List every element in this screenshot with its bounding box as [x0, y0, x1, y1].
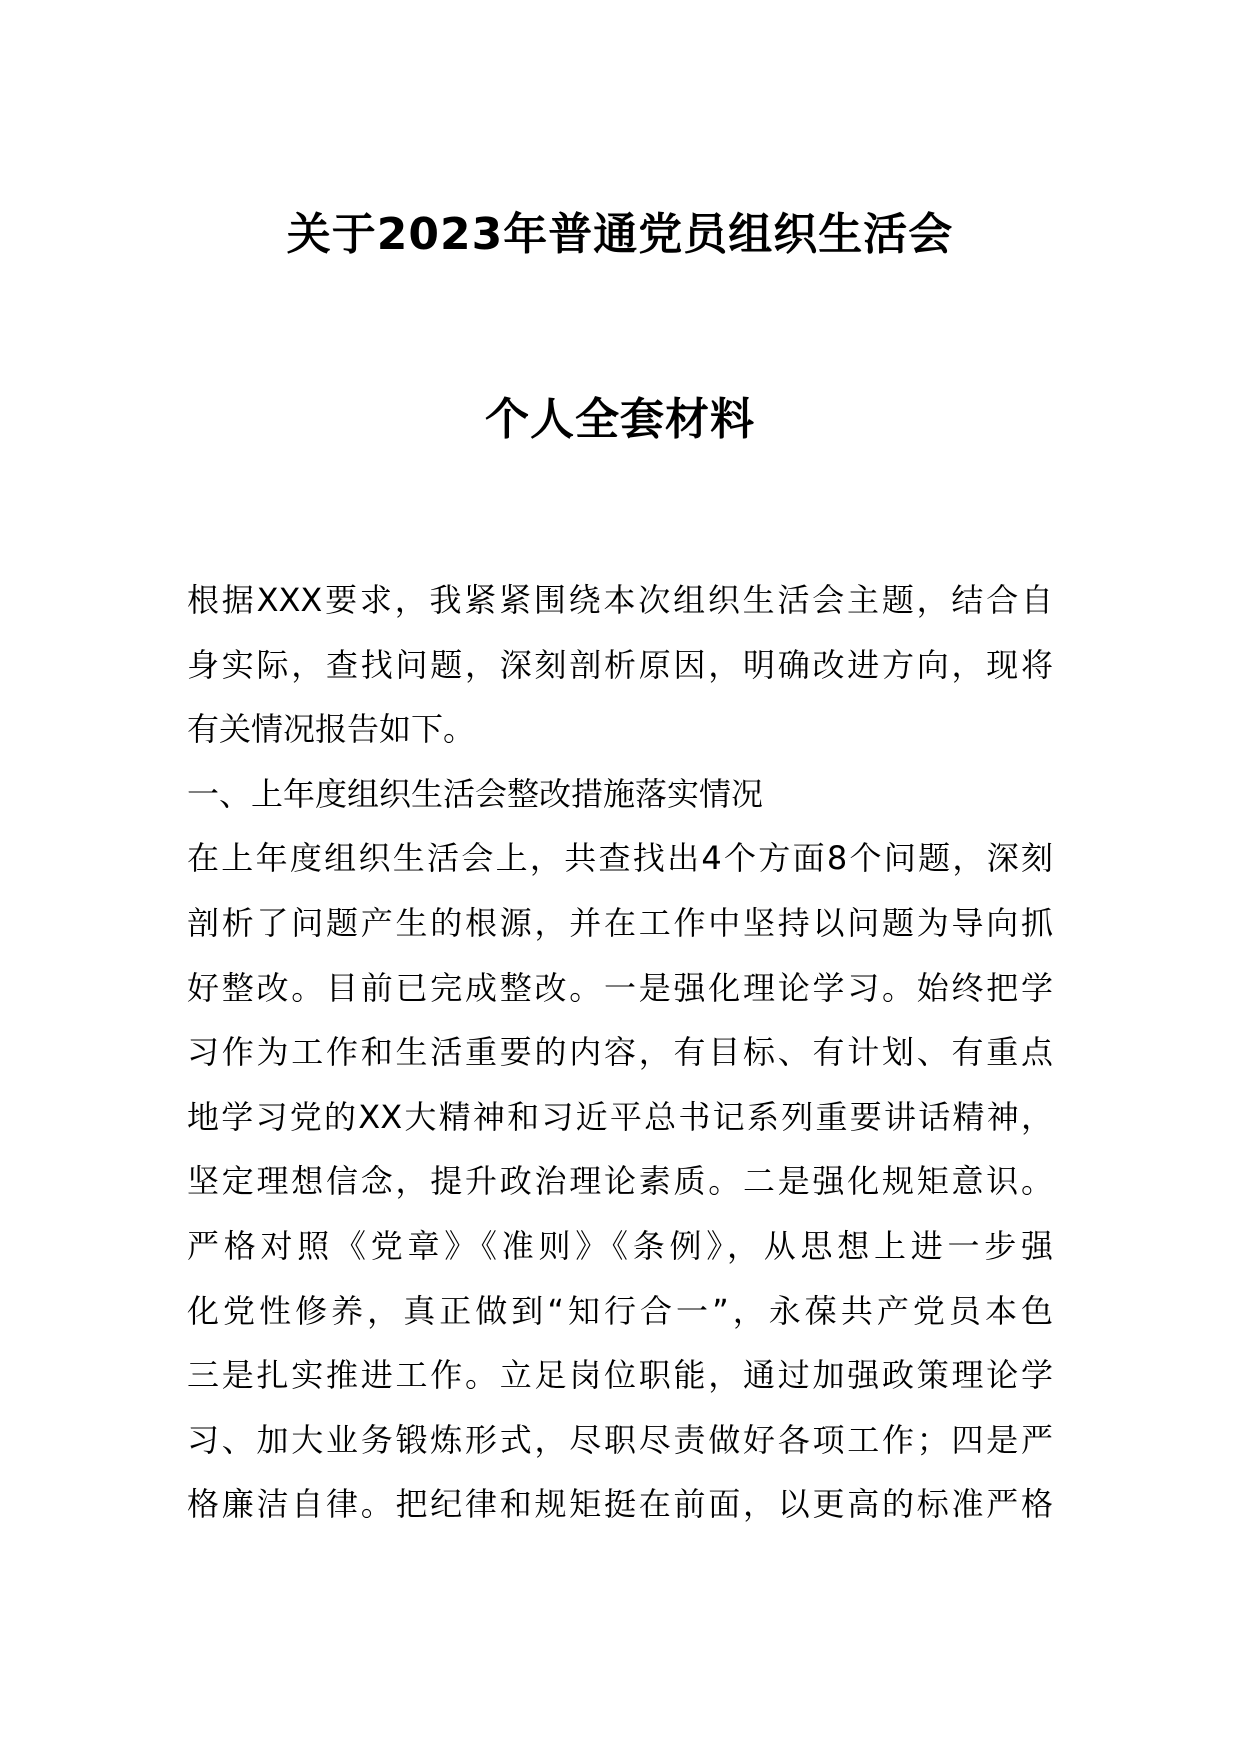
- body-line: 化党性修养，真正做到“知行合一”，永葆共产党员本色: [187, 1291, 1053, 1330]
- body-line: 在上年度组织生活会上，共查找出4个方面8个问题，深刻: [187, 839, 1053, 878]
- document-body: [187, 568, 1053, 1537]
- document-title: 关于2023年普通党员组织生活会: [286, 209, 954, 260]
- body-line: 习、加大业务锻炼形式，尽职尽责做好各项工作；四是严: [187, 1420, 1053, 1459]
- body-line: 习作为工作和生活重要的内容，有目标、有计划、有重点: [187, 1033, 1053, 1072]
- body-line: 好整改。目前已完成整改。一是强化理论学习。始终把学: [187, 968, 1053, 1007]
- body-line: 三是扎实推进工作。立足岗位职能，通过加强政策理论学: [187, 1356, 1053, 1395]
- body-line: 严格对照《党章》《准则》《条例》，从思想上进一步强: [187, 1226, 1053, 1265]
- body-line: 根据XXX要求，我紧紧围绕本次组织生活会主题，结合自: [187, 581, 1053, 619]
- body-line: 剖析了问题产生的根源，并在工作中坚持以问题为导向抓: [187, 903, 1053, 942]
- section-heading: 一、上年度组织生活会整改措施落实情况: [187, 774, 764, 813]
- body-line: 坚定理想信念，提升政治理论素质。二是强化规矩意识。: [187, 1162, 1053, 1201]
- body-line: 地学习党的XX大精神和习近平总书记系列重要讲话精神，: [187, 1097, 1053, 1136]
- document-subtitle: 个人全套材料: [485, 394, 755, 445]
- body-line: 格廉洁自律。把纪律和规矩挺在前面，以更高的标准严格: [187, 1485, 1053, 1524]
- body-line: 有关情况报告如下。: [187, 710, 476, 749]
- body-line: 身实际，查找问题，深刻剖析原因，明确改进方向，现将: [187, 645, 1053, 684]
